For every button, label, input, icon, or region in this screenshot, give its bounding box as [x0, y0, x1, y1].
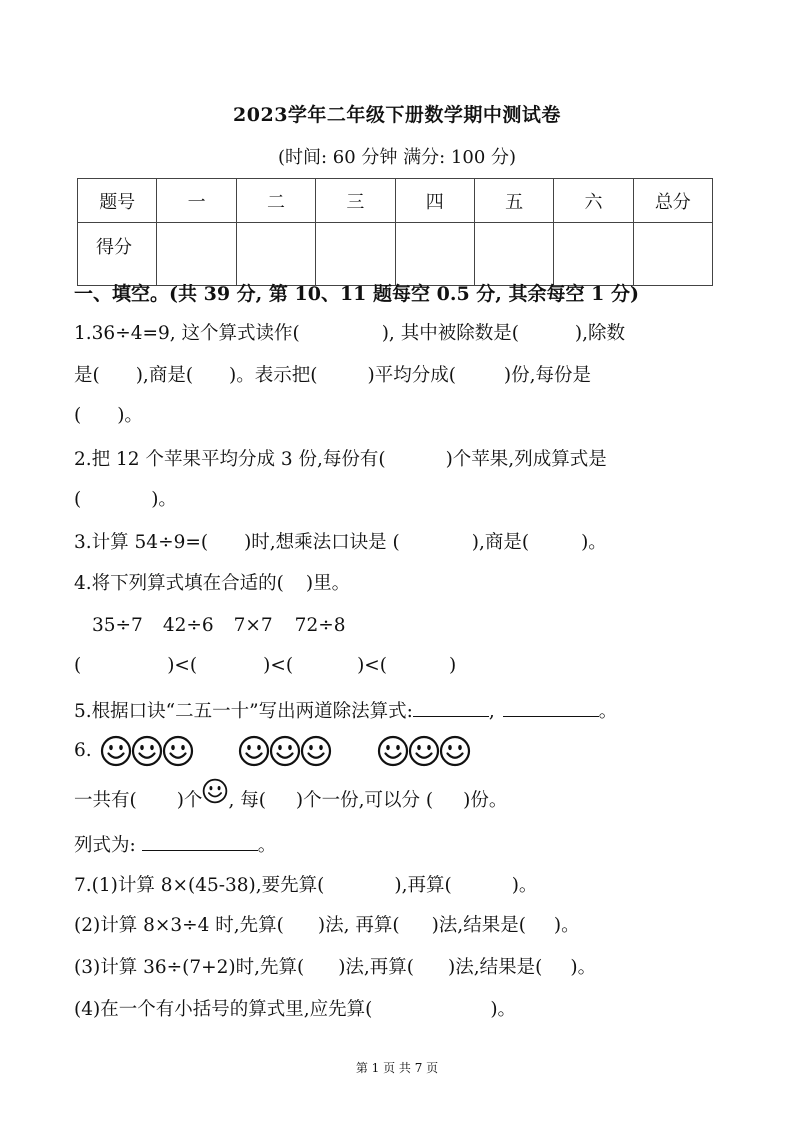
- q1-text-h: )份,每份是: [503, 365, 592, 386]
- question-4-blanks: [74, 654, 456, 678]
- q6-text-c: , 每(: [228, 790, 266, 811]
- score-table: [77, 178, 713, 286]
- question-3: [74, 531, 607, 555]
- q2-text-c: (: [74, 489, 82, 510]
- score-cell[interactable]: [157, 223, 236, 286]
- q7-text-l1a: 7.(1)计算 8×(45-38),要先算(: [74, 875, 325, 896]
- q1-text-d: 是(: [74, 365, 100, 386]
- smiley-face-icon: [269, 735, 301, 767]
- q1-text-g: )平均分成(: [367, 365, 456, 386]
- q6-text-d: )个一份,可以分 (: [295, 790, 434, 811]
- score-table-header-row: [78, 179, 713, 223]
- q1-text-b: ), 其中被除数是(: [381, 323, 519, 344]
- q6-answer-line[interactable]: [142, 832, 258, 851]
- question-2-line-2: [74, 488, 177, 512]
- q7-text-l2b: )法, 再算(: [317, 915, 400, 936]
- q1-text-e: ),商是(: [135, 365, 194, 386]
- score-cell[interactable]: [474, 223, 553, 286]
- question-2-line-1: [74, 448, 607, 472]
- q4-paren: (: [74, 655, 82, 676]
- q5-answer-line-2[interactable]: [503, 698, 599, 717]
- question-5: [74, 698, 617, 724]
- q1-text-i: (: [74, 405, 82, 426]
- q3-text-d: )。: [581, 532, 607, 553]
- score-header-cell: 三: [316, 179, 395, 223]
- score-header-cell: 总分: [633, 179, 712, 223]
- q1-text-j: )。: [117, 405, 143, 426]
- q5-text-c: 。: [598, 701, 618, 722]
- score-cell[interactable]: [633, 223, 712, 286]
- score-header-cell: 四: [395, 179, 474, 223]
- q7-text-l3b: )法,再算(: [338, 957, 415, 978]
- q6-text-f: 列式为:: [74, 835, 136, 856]
- q1-text-f: )。表示把(: [229, 365, 318, 386]
- q4-expr: 7×7: [233, 615, 273, 636]
- smiley-group-3: [377, 734, 470, 768]
- q4-paren: )<(: [167, 655, 198, 676]
- score-cell[interactable]: [316, 223, 395, 286]
- q7-text-l4a: (4)在一个有小括号的算式里,应先算(: [74, 999, 373, 1020]
- question-4: [74, 572, 350, 596]
- q5-text-b: ,: [488, 701, 495, 722]
- q4-expr: 42÷6: [162, 615, 214, 636]
- q4-expr: 72÷8: [294, 615, 346, 636]
- question-6-faces: [74, 734, 470, 768]
- q7-text-l1c: )。: [511, 875, 538, 896]
- q7-text-l1b: ),再算(: [394, 875, 452, 896]
- q6-number: 6.: [74, 740, 92, 761]
- q7-text-l2d: )。: [553, 915, 580, 936]
- q5-answer-line-1[interactable]: [413, 698, 489, 717]
- q2-text-a: 2.把 12 个苹果平均分成 3 份,每份有(: [74, 449, 386, 470]
- q4-paren: ): [449, 655, 457, 676]
- q7-text-l3d: )。: [570, 957, 597, 978]
- smiley-face-icon: [100, 735, 132, 767]
- question-6-line-3: [74, 832, 276, 858]
- smiley-face-icon: [202, 778, 228, 804]
- q3-text-b: )时,想乘法口诀是 (: [244, 532, 400, 553]
- question-7-line-3: [74, 956, 596, 980]
- q7-text-l2a: (2)计算 8×3÷4 时,先算(: [74, 915, 284, 936]
- q4-text-b: )里。: [305, 573, 351, 594]
- q4-paren: )<(: [263, 655, 294, 676]
- q6-text-e: )份。: [463, 790, 508, 811]
- exam-subtitle: (时间: 60 分钟 满分: 100 分): [277, 147, 517, 168]
- page-footer: 第 1 页 共 7 页: [355, 1061, 439, 1075]
- q1-text-c: ),除数: [574, 323, 626, 344]
- question-1-line-1: [74, 322, 625, 346]
- q4-text-a: 4.将下列算式填在合适的(: [74, 573, 284, 594]
- score-header-cell: 二: [236, 179, 315, 223]
- score-table-score-row: [78, 223, 713, 286]
- question-7-line-4: [74, 998, 516, 1022]
- score-cell[interactable]: [395, 223, 474, 286]
- smiley-face-icon: [162, 735, 194, 767]
- question-7-line-1: [74, 874, 537, 898]
- q6-text-g: 。: [257, 835, 277, 856]
- score-header-cell: 一: [157, 179, 236, 223]
- q1-text-a: 1.36÷4=9, 这个算式读作(: [74, 323, 300, 344]
- q6-text-a: 一共有(: [74, 790, 137, 811]
- smiley-face-icon: [408, 735, 440, 767]
- score-cell[interactable]: [554, 223, 633, 286]
- score-cell[interactable]: [236, 223, 315, 286]
- q7-text-l2c: )法,结果是(: [431, 915, 526, 936]
- q7-text-l4b: )。: [490, 999, 517, 1020]
- score-row-label: 得分: [78, 223, 157, 286]
- exam-title: 2023学年二年级下册数学期中测试卷: [233, 104, 561, 126]
- smiley-group-1: [100, 734, 193, 768]
- smiley-group-2: [238, 734, 331, 768]
- smiley-face-icon: [238, 735, 270, 767]
- smiley-inline: [202, 776, 228, 806]
- question-4-expressions: [92, 614, 345, 638]
- q3-text-c: ),商是(: [471, 532, 530, 553]
- score-header-cell: 五: [474, 179, 553, 223]
- q2-text-b: )个苹果,列成算式是: [445, 449, 607, 470]
- q4-expr: 35÷7: [92, 615, 143, 636]
- smiley-face-icon: [131, 735, 163, 767]
- q7-text-l3c: )法,结果是(: [448, 957, 543, 978]
- smiley-face-icon: [300, 735, 332, 767]
- score-header-cell: 题号: [78, 179, 157, 223]
- score-header-cell: 六: [554, 179, 633, 223]
- question-1-line-2: [74, 364, 591, 388]
- q5-text-a: 5.根据口诀“二五一十”写出两道除法算式:: [74, 701, 413, 722]
- question-7-line-2: [74, 914, 580, 938]
- smiley-face-icon: [439, 735, 471, 767]
- section-1-heading: 一、填空。(共 39 分, 第 10、11 题每空 0.5 分, 其余每空 1 分): [74, 283, 639, 305]
- q4-paren: )<(: [357, 655, 388, 676]
- smiley-face-icon: [377, 735, 409, 767]
- q7-text-l3a: (3)计算 36÷(7+2)时,先算(: [74, 957, 305, 978]
- q6-text-b: )个: [176, 790, 203, 811]
- q2-text-d: )。: [151, 489, 177, 510]
- q3-text-a: 3.计算 54÷9=(: [74, 532, 209, 553]
- question-6-line-2: [74, 786, 507, 816]
- question-1-line-3: [74, 404, 143, 428]
